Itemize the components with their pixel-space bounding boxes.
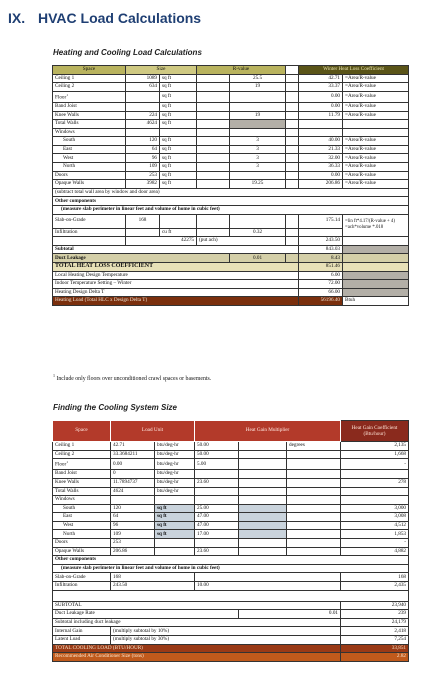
row-size — [126, 102, 160, 111]
cooling-row — [53, 496, 409, 505]
infil-vol-row — [53, 237, 409, 246]
row-size: 3982 — [126, 180, 160, 189]
total-hlc-row — [53, 263, 409, 272]
cool-internal-label: Internal Gain — [53, 627, 111, 636]
cool-row-load: 33.3684211 — [111, 450, 155, 459]
cool-row-extra — [287, 496, 341, 505]
other-components-row — [53, 197, 409, 206]
cool-row-load: 96 — [111, 521, 155, 530]
row-unit: sq ft — [160, 120, 197, 129]
cool-infil-label: Infiltration — [53, 582, 111, 591]
cool-infil-row — [53, 582, 409, 591]
cool-row-mult — [195, 487, 239, 496]
heading-number: IX. — [8, 10, 26, 26]
cool-infil-mult: 10.00 — [195, 582, 341, 591]
cool-measure-note: (measure slab perimeter in linear feet and volume of home in cubic feet) — [53, 564, 409, 573]
row-rvalue: 25.5 — [230, 74, 286, 83]
row-unit — [160, 128, 197, 137]
row-rvalue: 3 — [230, 154, 286, 163]
heating-row — [53, 91, 409, 102]
row-coeff — [299, 120, 343, 129]
cool-row-extra — [287, 504, 341, 513]
heating-row — [53, 145, 409, 154]
duct-label: Duct Leakage — [53, 254, 230, 263]
row-formula — [343, 120, 409, 129]
row-space: Ceiling 2 — [53, 83, 126, 92]
cool-row-gain — [341, 470, 409, 479]
row-size: 224 — [126, 111, 160, 120]
local-temp-label: Local Heating Design Temperature — [53, 271, 299, 280]
cooling-row — [53, 442, 409, 451]
cool-row-mult: 50.00 — [195, 442, 239, 451]
total-hlc-label: TOTAL HEAT LOSS COEFFICIENT — [53, 263, 299, 272]
cool-infil-gain: 2,435 — [341, 582, 409, 591]
row-formula: =Area/R-value — [343, 163, 409, 172]
cool-header-gain: Heat Gain Coefficient (Btu/hour) — [341, 421, 409, 442]
header-coefficient: Winter Heat Loss Coefficient — [299, 66, 409, 75]
row-coeff: 0.00 — [299, 91, 343, 102]
cool-row-unit: sq ft — [155, 530, 195, 539]
total-hlc-value: 851.46 — [299, 263, 343, 272]
cool-row-load — [111, 496, 155, 505]
cool-row-load: 253 — [111, 539, 155, 548]
infil-r: 0.32 — [230, 228, 286, 237]
cool-header-space: Space — [53, 421, 111, 442]
cool-row-load: 11.7894737 — [111, 478, 155, 487]
cool-row-unit: sq ft — [155, 513, 195, 522]
cool-subincl-gain: 24,179 — [341, 618, 409, 627]
infil-ach: (put ach) — [197, 237, 286, 246]
row-rvalue: 19.25 — [230, 180, 286, 189]
row-formula — [343, 128, 409, 137]
row-footnote-mark: 1 — [66, 92, 68, 97]
cool-row-unit: btu/deg-hr — [155, 470, 195, 479]
row-coeff: 0.00 — [299, 171, 343, 180]
cool-row-extra — [287, 478, 341, 487]
delta-row — [53, 288, 409, 297]
cool-row-gain: 3,000 — [341, 504, 409, 513]
row-size: 120 — [126, 137, 160, 146]
row-coeff: 11.79 — [299, 111, 343, 120]
cool-latent-label: Latent Load — [53, 636, 111, 645]
row-unit: sq ft — [160, 137, 197, 146]
heating-load-row — [53, 297, 409, 306]
cool-measure-row — [53, 564, 409, 573]
row-formula: =Area/R-value — [343, 102, 409, 111]
cool-row-unit: sq ft — [155, 504, 195, 513]
row-unit: sq ft — [160, 180, 197, 189]
row-unit: sq ft — [160, 111, 197, 120]
delta-value: 66.00 — [299, 288, 343, 297]
indoor-temp-label: Indoor Temperature Setting – Winter — [53, 280, 299, 289]
cool-row-space: East — [53, 513, 111, 522]
row-unit: sq ft — [160, 74, 197, 83]
cool-row-load: 109 — [111, 530, 155, 539]
row-unit: sq ft — [160, 83, 197, 92]
cool-row-unit: btu/deg-hr — [155, 487, 195, 496]
cool-row-gain: - — [341, 539, 409, 548]
header-size: Size — [126, 66, 197, 75]
row-unit: sq ft — [160, 91, 197, 102]
cool-row-unit — [155, 496, 195, 505]
cool-row-unit — [155, 539, 195, 548]
cool-row-load: 120 — [111, 504, 155, 513]
cool-slab-load: 168 — [111, 573, 195, 582]
cool-total-gain: 33,851 — [341, 644, 409, 653]
cooling-row — [53, 547, 409, 556]
cool-slab-row — [53, 573, 409, 582]
row-rvalue: 19 — [230, 111, 286, 120]
footnote — [53, 373, 211, 382]
cool-duct-mult: 0.01 — [239, 610, 341, 619]
cool-row-extra: degrees — [287, 442, 341, 451]
row-rvalue: 3 — [230, 137, 286, 146]
cool-latent-gain: 7,254 — [341, 636, 409, 645]
row-rvalue — [230, 102, 286, 111]
subtotal-row — [53, 245, 409, 254]
cool-row-unit: btu/deg-hr — [155, 450, 195, 459]
row-space: East — [53, 145, 126, 154]
subtract-note-row — [53, 188, 409, 197]
row-formula: =Area/R-value — [343, 154, 409, 163]
cool-recommended-label: Recommended Air Conditioner Size (tons) — [53, 653, 341, 662]
row-coeff: 0.00 — [299, 102, 343, 111]
row-coeff: 42.71 — [299, 74, 343, 83]
row-space: Knee Walls — [53, 111, 126, 120]
row-size: 634 — [126, 83, 160, 92]
row-space: West — [53, 154, 126, 163]
cool-row-space: Total Walls — [53, 487, 111, 496]
local-temp-row — [53, 271, 409, 280]
heating-row — [53, 171, 409, 180]
cooling-row — [53, 530, 409, 539]
cool-row-mult — [195, 470, 239, 479]
cooling-row — [53, 459, 409, 470]
row-size — [126, 128, 160, 137]
row-formula: =Area/R-value — [343, 74, 409, 83]
subtotal-label: Subtotal — [53, 245, 299, 254]
row-space: Total Walls — [53, 120, 126, 129]
row-size: 4624 — [126, 120, 160, 129]
row-rvalue: 3 — [230, 145, 286, 154]
header-space: Space — [53, 66, 126, 75]
cool-latent-row — [53, 636, 409, 645]
cool-row-mult: 17.00 — [195, 530, 239, 539]
heating-header-row — [53, 66, 409, 75]
row-coeff: 206.86 — [299, 180, 343, 189]
cool-row-load: 0 — [111, 470, 155, 479]
row-coeff: 21.33 — [299, 145, 343, 154]
indoor-temp-value: 72.00 — [299, 280, 343, 289]
cool-row-gain: 1,668 — [341, 450, 409, 459]
cool-row-gain: 4,512 — [341, 521, 409, 530]
cool-row-footnote-mark: 1 — [66, 460, 68, 465]
cool-row-extra — [287, 450, 341, 459]
cool-row-space: Opaque Walls — [53, 547, 111, 556]
other-components-label: Other components — [53, 197, 409, 206]
cool-latent-note: (multiply subtotal by 30%) — [111, 636, 341, 645]
row-unit: sq ft — [160, 171, 197, 180]
cooling-row — [53, 504, 409, 513]
header-rvalue: R-value — [197, 66, 286, 75]
heating-load-label: Heating Load (Total HLC x Design Delta T) — [53, 297, 299, 306]
measure-note: (measure slab perimeter in linear feet and volume of home in cubic feet) — [53, 206, 409, 215]
slab-row — [53, 214, 409, 228]
heating-row — [53, 83, 409, 92]
heating-row — [53, 102, 409, 111]
cooling-row — [53, 478, 409, 487]
cooling-row — [53, 487, 409, 496]
row-rvalue: 3 — [230, 163, 286, 172]
cool-row-gain: 4,882 — [341, 547, 409, 556]
cool-row-load: 4624 — [111, 487, 155, 496]
cool-recommended-row — [53, 653, 409, 662]
heading-title: HVAC Load Calculations — [38, 10, 202, 26]
row-formula: =Area/R-value — [343, 171, 409, 180]
cool-internal-row — [53, 627, 409, 636]
row-coeff: 32.00 — [299, 154, 343, 163]
cooling-section-title: Finding the Cooling System Size — [53, 403, 178, 412]
slab-size: 168 — [126, 214, 160, 228]
cool-other-label: Other components — [53, 556, 409, 565]
cool-row-load: 0.00 — [111, 459, 155, 470]
row-size: 253 — [126, 171, 160, 180]
heating-row — [53, 154, 409, 163]
cool-row-mult: 47.00 — [195, 513, 239, 522]
heating-row — [53, 120, 409, 129]
subtotal-value: 843.03 — [299, 245, 343, 254]
cool-row-unit — [155, 547, 195, 556]
row-size — [126, 91, 160, 102]
cool-row-extra — [287, 459, 341, 470]
cool-row-gain — [341, 496, 409, 505]
heating-row — [53, 128, 409, 137]
cool-row-space: Doors — [53, 539, 111, 548]
heating-row — [53, 163, 409, 172]
heating-row — [53, 180, 409, 189]
cool-subtotal-label: SUBTOTAL — [53, 601, 341, 610]
cool-row-gain: 1,853 — [341, 530, 409, 539]
heating-table — [52, 65, 409, 306]
row-rvalue — [230, 128, 286, 137]
cool-row-extra — [287, 547, 341, 556]
cooling-row — [53, 450, 409, 459]
row-formula: =Area/R-value — [343, 145, 409, 154]
row-coeff: 40.00 — [299, 137, 343, 146]
cool-row-space — [53, 459, 111, 470]
footnote-mark: 1 — [53, 373, 55, 378]
cool-subtotal-gain: 23,940 — [341, 601, 409, 610]
cool-row-space-label: Floor — [55, 461, 67, 468]
infil-label: Infiltration — [53, 228, 126, 237]
cool-row-space: West — [53, 521, 111, 530]
row-size: 64 — [126, 145, 160, 154]
row-coeff — [299, 128, 343, 137]
slab-formula: =lin ft*4.17/(R-value + 4) — [345, 219, 395, 225]
cool-row-extra — [287, 530, 341, 539]
row-size: 96 — [126, 154, 160, 163]
cool-internal-gain: 2,418 — [341, 627, 409, 636]
cool-row-mult: 23.60 — [195, 478, 239, 487]
heating-row — [53, 74, 409, 83]
cool-row-gain: 3,008 — [341, 513, 409, 522]
cool-row-unit: sq ft — [155, 521, 195, 530]
cooling-row — [53, 513, 409, 522]
row-unit: sq ft — [160, 163, 197, 172]
row-space: Windows — [53, 128, 126, 137]
cool-row-load: 206.86 — [111, 547, 155, 556]
cool-duct-label: Duct Leakage Rate — [53, 610, 239, 619]
cool-internal-note: (multiply subtotal by 10%) — [111, 627, 341, 636]
heating-load-value: 56196.40 — [299, 297, 343, 306]
row-space: Ceiling 1 — [53, 74, 126, 83]
row-space: South — [53, 137, 126, 146]
cool-duct-row — [53, 610, 409, 619]
cooling-header-row — [53, 421, 409, 442]
duct-r: 0.01 — [230, 254, 286, 263]
cool-row-mult: 25.00 — [195, 504, 239, 513]
row-rvalue — [230, 91, 286, 102]
cool-row-extra — [287, 487, 341, 496]
row-space: Band Joist — [53, 102, 126, 111]
cool-row-mult: 50.00 — [195, 450, 239, 459]
heating-row — [53, 111, 409, 120]
cool-row-gain — [341, 487, 409, 496]
infil-formula: =ach*volume *.018 — [345, 225, 384, 231]
slab-value: 175.14 — [299, 214, 343, 228]
cool-row-gain: 278 — [341, 478, 409, 487]
row-space — [53, 91, 126, 102]
cool-recommended-gain: 2.82 — [341, 653, 409, 662]
cool-row-unit: btu/deg-hr — [155, 459, 195, 470]
cool-row-mult: 47.00 — [195, 521, 239, 530]
cool-row-gain: - — [341, 459, 409, 470]
row-unit: sq ft — [160, 145, 197, 154]
cool-slab-gain: 168 — [341, 573, 409, 582]
row-space: Opaque Walls — [53, 180, 126, 189]
cool-subtotal-row — [53, 601, 409, 610]
cool-other-row — [53, 556, 409, 565]
cool-subincl-row — [53, 618, 409, 627]
duct-row — [53, 254, 409, 263]
row-rvalue — [230, 171, 286, 180]
cool-duct-gain: 239 — [341, 610, 409, 619]
cool-row-mult — [195, 539, 239, 548]
cool-row-extra — [287, 539, 341, 548]
row-formula: =Area/R-value — [343, 83, 409, 92]
row-size: 1089 — [126, 74, 160, 83]
infil-value: 243.50 — [299, 237, 343, 246]
footnote-text: Include only floors over unconditioned crawl spaces or basements. — [56, 375, 212, 382]
cooling-row — [53, 470, 409, 479]
row-rvalue — [230, 120, 286, 129]
row-size: 109 — [126, 163, 160, 172]
cool-row-mult — [195, 496, 239, 505]
row-formula: =Area/R-value — [343, 111, 409, 120]
row-coeff: 36.33 — [299, 163, 343, 172]
duct-value: 8.43 — [299, 254, 343, 263]
row-unit: sq ft — [160, 154, 197, 163]
cool-row-mult: 23.60 — [195, 547, 239, 556]
cool-row-load: 42.71 — [111, 442, 155, 451]
row-space: Doors — [53, 171, 126, 180]
indoor-temp-row — [53, 280, 409, 289]
cool-row-extra — [287, 470, 341, 479]
cool-row-space: Ceiling 1 — [53, 442, 111, 451]
cool-slab-label: Slab-on-Grade — [53, 573, 111, 582]
cool-row-space: South — [53, 504, 111, 513]
slab-label: Slab-on-Grade — [53, 214, 126, 228]
cool-row-unit: btu/deg-hr — [155, 478, 195, 487]
local-temp-value: 6.00 — [299, 271, 343, 280]
cool-row-mult: 5.00 — [195, 459, 239, 470]
row-formula: =Area/R-value — [343, 137, 409, 146]
heating-row — [53, 137, 409, 146]
cooling-row — [53, 539, 409, 548]
cool-infil-load: 243.50 — [111, 582, 195, 591]
page-heading — [8, 10, 201, 26]
row-coeff: 33.37 — [299, 83, 343, 92]
cool-row-unit: btu/deg-hr — [155, 442, 195, 451]
cool-row-space: North — [53, 530, 111, 539]
cool-total-label: TOTAL COOLING LOAD (BTU/HOUR) — [53, 644, 341, 653]
cool-row-extra — [287, 513, 341, 522]
delta-label: Heating Design Delta T — [53, 288, 299, 297]
cool-row-gain: 2,135 — [341, 442, 409, 451]
cool-row-space: Windows — [53, 496, 111, 505]
heating-load-unit: Btuh — [343, 297, 409, 306]
row-space-label: Floor — [55, 94, 67, 101]
cooling-table — [52, 420, 409, 662]
measure-note-row — [53, 206, 409, 215]
row-formula: =Area/R-value — [343, 180, 409, 189]
infil-volume: 42275 — [126, 237, 197, 246]
row-rvalue: 19 — [230, 83, 286, 92]
heating-section-title: Heating and Cooling Load Calculations — [53, 48, 202, 57]
row-unit: sq ft — [160, 102, 197, 111]
infil-unit: cu ft — [160, 228, 197, 237]
cool-row-space: Band Joist — [53, 470, 111, 479]
cool-row-space: Knee Walls — [53, 478, 111, 487]
cool-row-extra — [287, 521, 341, 530]
cool-row-space: Ceiling 2 — [53, 450, 111, 459]
subtract-note: (subtract total wall area by window and door area) — [53, 188, 409, 197]
cool-total-row — [53, 644, 409, 653]
cool-subincl-label: Subtotal including duct leakage — [53, 618, 341, 627]
cool-header-load: Load Unit — [111, 421, 195, 442]
cooling-row — [53, 521, 409, 530]
cool-header-mult: Heat Gain Multiplier — [195, 421, 341, 442]
row-space: North — [53, 163, 126, 172]
row-formula: =Area/R-value — [343, 91, 409, 102]
cool-row-load: 64 — [111, 513, 155, 522]
